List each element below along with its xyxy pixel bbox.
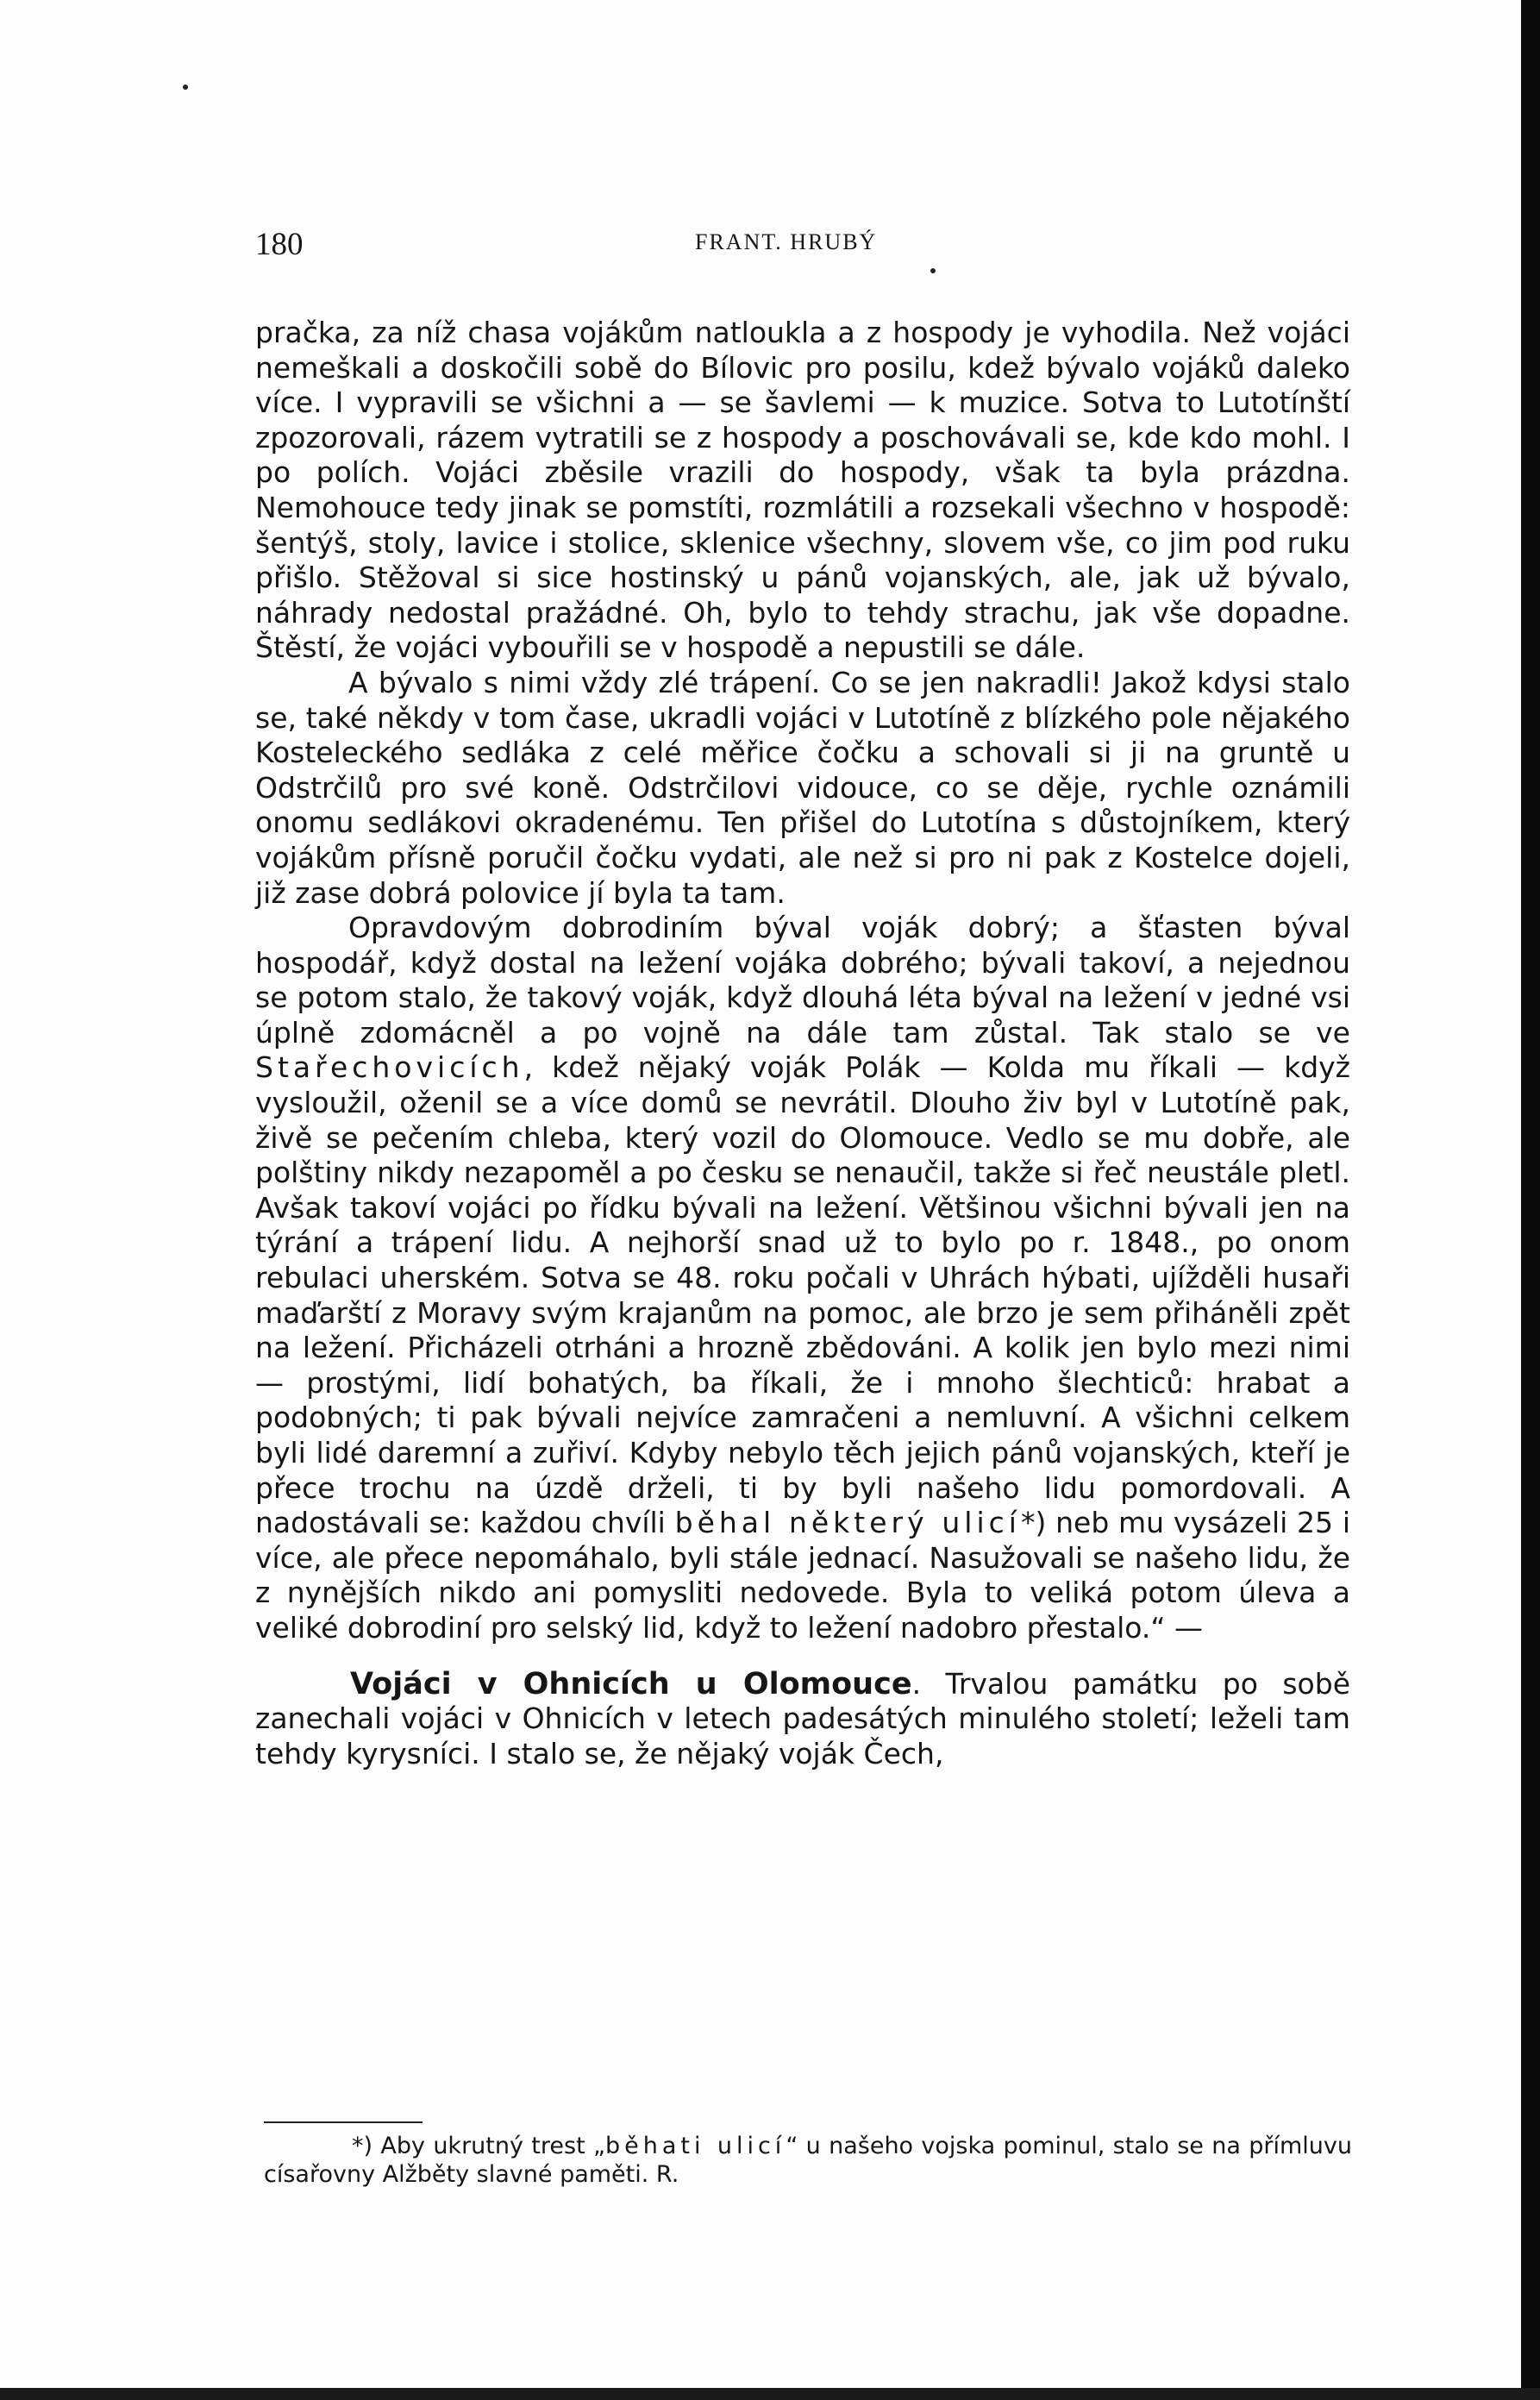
emphasized-phrase: běhal některý ulicí [674,1506,1021,1540]
paragraph-text: . Trvalou památku po sobě zanechali vojáci v Ohnicích v letech padesátých minulého století; leželi tam tehdy kyrysníci. I stalo se, že nějaký voják Čech, [255,1666,1350,1770]
scan-edge-right [1521,0,1540,2400]
section-title: Vojáci v Ohnicích u Olomouce [350,1666,912,1701]
footnote-text: “ u našeho vojska pominul, stalo se na přímluvu císařovny Alžběty slavné paměti. R. [264,2133,1352,2188]
scan-edge-bottom [0,2388,1540,2400]
main-text [255,316,1350,1771]
footnote-text: *) Aby ukrutný trest „ [352,2133,605,2159]
paragraph [255,666,1350,911]
paragraph-text: *) neb mu vysázeli 25 i více, ale přece nepomáhalo, byli stále jednací. Nasužovali se našeho lidu, že z nynějších nikdo ani pomysliti nedovede. Byla to veliká potom úleva a veliké dobrodiní pro selský lid, když to ležení nadobro přestalo.“ — [255,1506,1350,1645]
paragraph-text: , kdež nějaký voják Polák — Kolda mu říkali — když vysloužil, oženil se a více domů se nevrátil. Dlouho živ byl v Lutotíně pak, živě se pečením chleba, který vozil do Olomouce. Vedlo se mu dobře, ale polštiny nikdy nezapoměl a po česku se nenaučil, takže si řeč neustále pletl. Avšak takoví vojáci po řídku bývali na ležení. Většinou všichni bývali jen na týrání a trápení lidu. A nejhorší snad už to bylo po r. 1848., po onom rebulaci uherském. Sotva se 48. roku počali v Uhrách hýbati, ujížděli husaři maďarští z Moravy svým krajanům na pomoc, ale brzo je sem přiháněli zpět na ležení. Přicházeli otrháni a hrozně zbědováni. A kolik jen bylo mezi nimi — prostými, lidí bohatých, ba říkali, že i mnoho šlechticů: hrabat a podobných; ti pak bývali nejvíce zamračeni a nemluvní. A všichni celkem byli lidé daremní a zuřiví. Kdyby nebylo těch jejich pánů vojanských, kteří je přece trochu na úzdě drželi, ti by byli našeho lidu pomordovali. A nadostávali se: každou chvíli [255,1050,1350,1540]
emphasized-place-name: Stařechovicích [255,1050,524,1085]
paragraph [255,316,1350,666]
paragraph-text: A bývalo s nimi vždy zlé trápení. Co se jen nakradli! Jakož kdysi stalo se, také někdy v tom čase, ukradli vojáci v Lutotíně z blízkého pole nějakého Kosteleckého sedláka z celé měřice čočku a schovali si ji na gruntě u Odstrčilů pro své koně. Odstrčilovi vidouce, co se děje, rychle oznámili onomu sedlákovi okradenému. Ten přišel do Lutotína s důstojníkem, který vojákům přísně poručil čočku vydati, ale než si pro ni pak z Kostelce dojeli, již zase dobrá polovice jí byla ta tam. [255,665,1350,910]
footnote-emphasized-phrase: běhati ulicí [605,2133,786,2159]
footnote-divider [264,2121,423,2123]
scan-speck [930,268,936,273]
page-number: 180 [255,227,304,262]
running-head [255,226,1350,260]
scan-speck [183,85,188,90]
paragraph-text: pračka, za níž chasa vojákům natloukla a z hospody je vyhodila. Než vojáci nemeškali a doskočili sobě do Bílovic pro posilu, kdež bývalo vojáků daleko více. I vypravili se všichni a — se šavlemi — k muzice. Sotva to Lutotínští zpozorovali, rázem vytratili se z hospody a poschovávali se, kde kdo mohl. I po polích. Vojáci zběsile vrazili do hospody, však ta byla prázdna. Nemohouce tedy jinak se pomstíti, rozmlátili a rozsekali všechno v hospodě: šentýš, stoly, lavice i stolice, sklenice všechny, slovem vše, co jim pod ruku přišlo. Stěžoval si sice hostinský u pánů vojanských, ale, jak už bývalo, náhrady nedostal pražádné. Oh, bylo to tehdy strachu, jak vše dopadne. Štěstí, že vojáci vybouřili se v hospodě a nepustili se dále. [255,316,1350,665]
running-head-author: FRANT. HRUBÝ [695,229,878,254]
footnote [264,2132,1352,2189]
section-paragraph [255,1667,1350,1772]
paragraph [255,911,1350,1645]
paragraph-text: Opravdovým dobrodiním býval voják dobrý; a šťasten býval hospodář, když dostal na ležení vojáka dobrého; bývali takoví, a nejednou se potom stalo, že takový voják, když dlouhá léta býval na ležení v jedné vsi úplně zdomácněl a po vojně na dále tam zůstal. Tak stalo se ve [255,911,1350,1050]
